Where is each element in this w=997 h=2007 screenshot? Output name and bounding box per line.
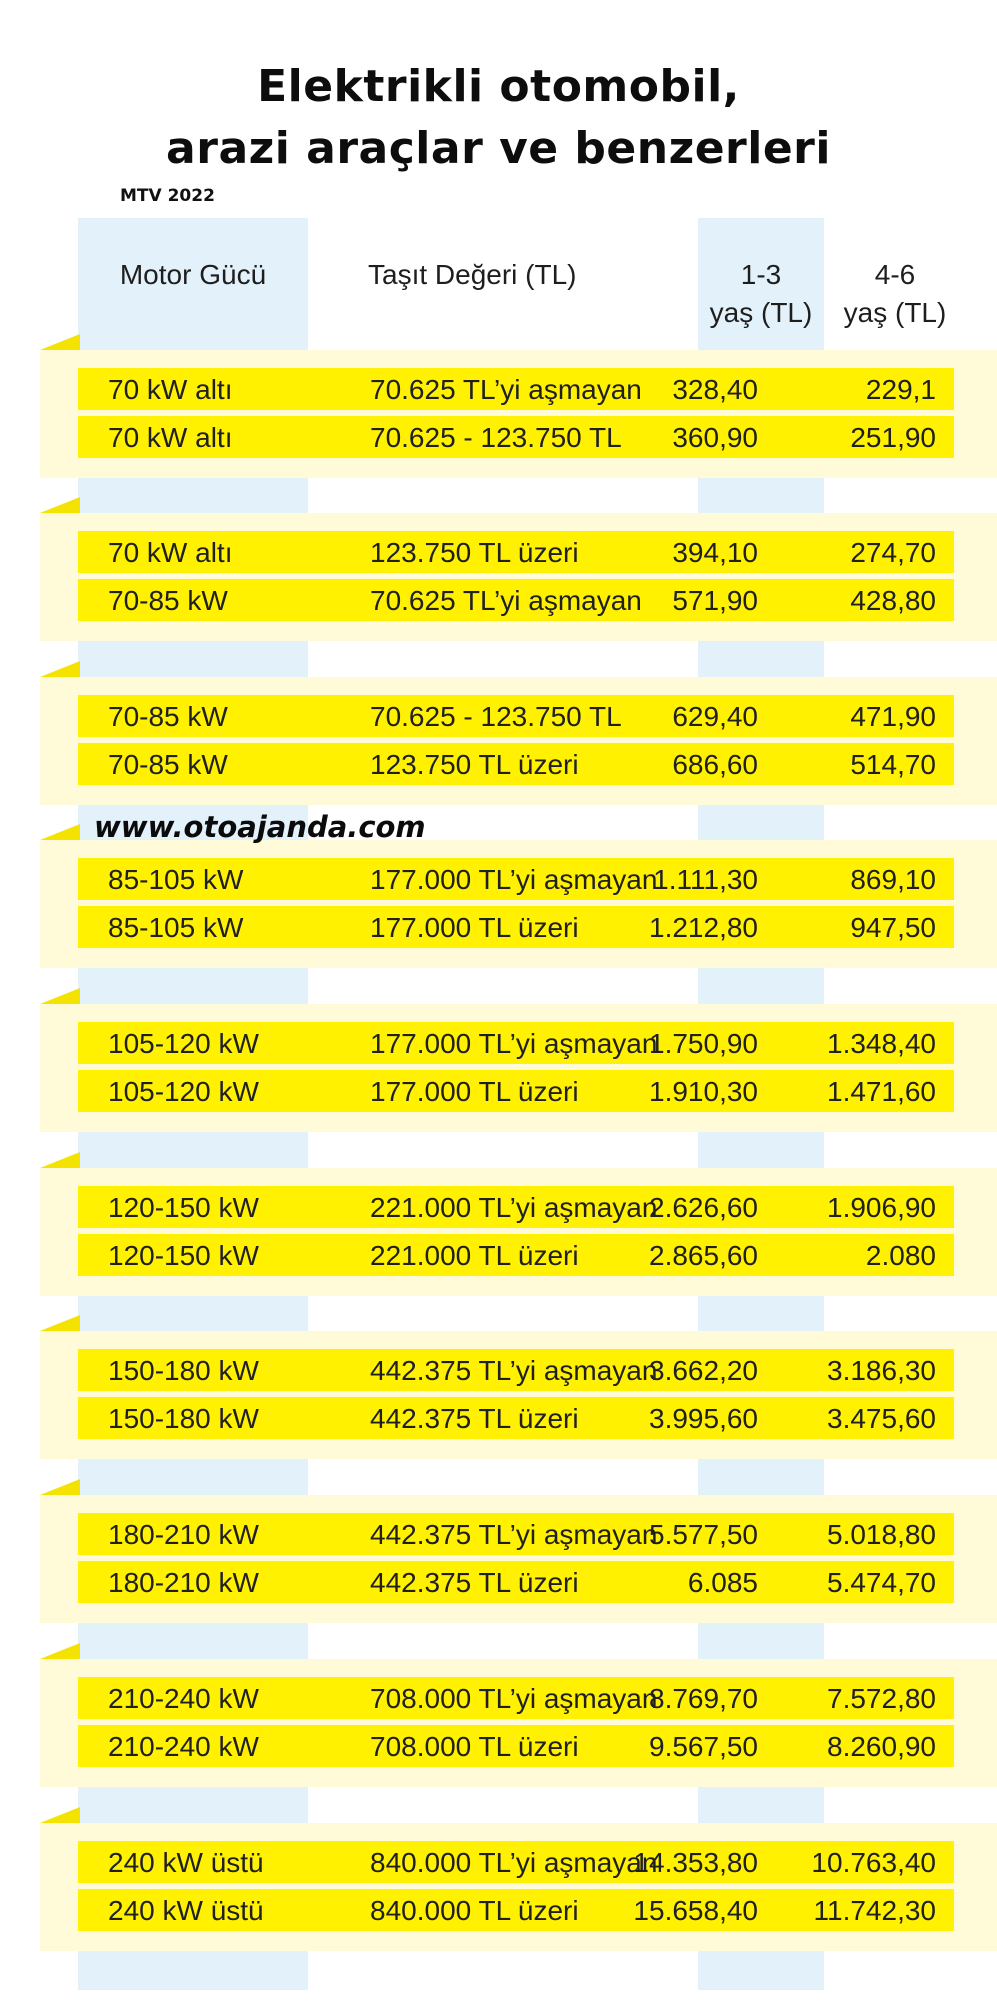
cell-tax-1-3: 1.212,80 (649, 912, 758, 943)
table-row (78, 1561, 954, 1603)
cell-tax-1-3: 6.085 (687, 1567, 758, 1598)
table-row (78, 1677, 954, 1719)
group-marker (40, 1315, 80, 1331)
group-marker (40, 1643, 80, 1659)
cell-motor-power: 120-150 kW (108, 1240, 259, 1271)
cell-tax-4-6: 7.572,80 (827, 1683, 936, 1714)
cell-vehicle-value: 70.625 - 123.750 TL (370, 701, 622, 732)
cell-tax-1-3: 629,40 (672, 701, 758, 732)
cell-tax-1-3: 360,90 (672, 422, 758, 453)
cell-motor-power: 150-180 kW (108, 1403, 259, 1434)
cell-motor-power: 70-85 kW (108, 701, 228, 732)
cell-vehicle-value: 840.000 TL üzeri (370, 1895, 579, 1926)
cell-tax-1-3: 14.353,80 (633, 1847, 758, 1878)
subtitle: MTV 2022 (120, 186, 215, 206)
cell-motor-power: 85-105 kW (108, 912, 244, 943)
cell-vehicle-value: 442.375 TL’yi aşmayan (370, 1355, 658, 1386)
group-marker (40, 824, 80, 840)
cell-tax-4-6: 869,10 (850, 864, 936, 895)
cell-vehicle-value: 221.000 TL’yi aşmayan (370, 1192, 658, 1223)
cell-tax-1-3: 9.567,50 (649, 1731, 758, 1762)
page-title-line-2: arazi araçlar ve benzerleri (166, 123, 831, 174)
cell-vehicle-value: 708.000 TL üzeri (370, 1731, 579, 1762)
table-row (78, 1234, 954, 1276)
cell-tax-1-3: 15.658,40 (633, 1895, 758, 1926)
group-marker (40, 988, 80, 1004)
group-marker (40, 1152, 80, 1168)
cell-tax-1-3: 2.626,60 (649, 1192, 758, 1223)
cell-motor-power: 70 kW altı (108, 537, 233, 568)
cell-tax-4-6: 5.474,70 (827, 1567, 936, 1598)
cell-motor-power: 240 kW üstü (108, 1895, 264, 1926)
table-row (78, 858, 954, 900)
cell-tax-1-3: 1.111,30 (653, 864, 758, 895)
cell-tax-4-6: 947,50 (850, 912, 936, 943)
watermark: www.otoajanda.com (94, 810, 426, 844)
table-row (78, 1070, 954, 1112)
header-value: Taşıt Değeri (TL) (368, 259, 577, 290)
cell-vehicle-value: 177.000 TL üzeri (370, 1076, 579, 1107)
table-row (78, 579, 954, 621)
cell-tax-4-6: 251,90 (850, 422, 936, 453)
cell-tax-4-6: 229,1 (865, 374, 936, 405)
cell-vehicle-value: 70.625 TL’yi aşmayan (370, 585, 642, 616)
group-marker (40, 334, 80, 350)
cell-vehicle-value: 70.625 TL’yi aşmayan (370, 374, 642, 405)
cell-motor-power: 120-150 kW (108, 1192, 259, 1223)
cell-tax-1-3: 1.910,30 (649, 1076, 758, 1107)
cell-motor-power: 240 kW üstü (108, 1847, 264, 1878)
table-row (78, 695, 954, 737)
cell-motor-power: 70-85 kW (108, 749, 228, 780)
cell-tax-1-3: 571,90 (672, 585, 758, 616)
table-row (78, 1513, 954, 1555)
cell-tax-1-3: 3.662,20 (649, 1355, 758, 1386)
cell-motor-power: 105-120 kW (108, 1028, 259, 1059)
cell-tax-4-6: 2.080 (865, 1240, 936, 1271)
header-4-6-line-2: yaş (TL) (843, 297, 947, 328)
cell-vehicle-value: 442.375 TL’yi aşmayan (370, 1519, 658, 1550)
table-row (78, 1397, 954, 1439)
header-1-3-line-2: yaş (TL) (709, 297, 813, 328)
group-marker (40, 497, 80, 513)
cell-motor-power: 180-210 kW (108, 1567, 259, 1598)
table-row (78, 906, 954, 948)
cell-vehicle-value: 177.000 TL’yi aşmayan (370, 1028, 658, 1059)
table-row (78, 1349, 954, 1391)
cell-tax-1-3: 394,10 (672, 537, 758, 568)
cell-vehicle-value: 840.000 TL’yi aşmayan (370, 1847, 658, 1878)
cell-tax-4-6: 471,90 (850, 701, 936, 732)
cell-vehicle-value: 442.375 TL üzeri (370, 1403, 579, 1434)
cell-tax-4-6: 3.475,60 (827, 1403, 936, 1434)
cell-vehicle-value: 70.625 - 123.750 TL (370, 422, 622, 453)
cell-tax-4-6: 1.906,90 (827, 1192, 936, 1223)
table-row (78, 531, 954, 573)
cell-tax-4-6: 1.348,40 (827, 1028, 936, 1059)
table-row (78, 1725, 954, 1767)
table-row (78, 1841, 954, 1883)
table-row (78, 1889, 954, 1931)
cell-tax-4-6: 11.742,30 (813, 1895, 936, 1926)
cell-motor-power: 85-105 kW (108, 864, 244, 895)
cell-vehicle-value: 177.000 TL’yi aşmayan (370, 864, 658, 895)
cell-tax-4-6: 274,70 (850, 537, 936, 568)
cell-tax-4-6: 10.763,40 (811, 1847, 936, 1878)
cell-motor-power: 70 kW altı (108, 374, 233, 405)
cell-tax-4-6: 5.018,80 (827, 1519, 936, 1550)
cell-tax-1-3: 2.865,60 (649, 1240, 758, 1271)
cell-tax-4-6: 428,80 (850, 585, 936, 616)
cell-tax-1-3: 5.577,50 (649, 1519, 758, 1550)
cell-motor-power: 150-180 kW (108, 1355, 259, 1386)
group-marker (40, 1479, 80, 1495)
cell-tax-1-3: 3.995,60 (649, 1403, 758, 1434)
cell-motor-power: 180-210 kW (108, 1519, 259, 1550)
table-row (78, 1022, 954, 1064)
table-row (78, 1186, 954, 1228)
cell-vehicle-value: 123.750 TL üzeri (370, 749, 579, 780)
cell-vehicle-value: 221.000 TL üzeri (370, 1240, 579, 1271)
cell-tax-1-3: 8.769,70 (649, 1683, 758, 1714)
group-marker (40, 661, 80, 677)
cell-motor-power: 210-240 kW (108, 1731, 259, 1762)
cell-motor-power: 210-240 kW (108, 1683, 259, 1714)
cell-tax-4-6: 514,70 (850, 749, 936, 780)
header-4-6-line-1: 4-6 (874, 259, 916, 290)
header-power: Motor Gücü (119, 259, 267, 290)
cell-tax-1-3: 686,60 (672, 749, 758, 780)
table-row (78, 368, 954, 410)
cell-vehicle-value: 442.375 TL üzeri (370, 1567, 579, 1598)
table-row (78, 416, 954, 458)
group-marker (40, 1807, 80, 1823)
header-1-3-line-1: 1-3 (740, 259, 782, 290)
cell-vehicle-value: 708.000 TL’yi aşmayan (370, 1683, 658, 1714)
cell-tax-4-6: 1.471,60 (827, 1076, 936, 1107)
cell-motor-power: 105-120 kW (108, 1076, 259, 1107)
page-title-line-1: Elektrikli otomobil, (257, 61, 740, 112)
cell-vehicle-value: 177.000 TL üzeri (370, 912, 579, 943)
cell-tax-1-3: 1.750,90 (649, 1028, 758, 1059)
table-row (78, 743, 954, 785)
cell-motor-power: 70-85 kW (108, 585, 228, 616)
cell-tax-1-3: 328,40 (672, 374, 758, 405)
cell-tax-4-6: 8.260,90 (827, 1731, 936, 1762)
cell-vehicle-value: 123.750 TL üzeri (370, 537, 579, 568)
cell-tax-4-6: 3.186,30 (827, 1355, 936, 1386)
cell-motor-power: 70 kW altı (108, 422, 233, 453)
